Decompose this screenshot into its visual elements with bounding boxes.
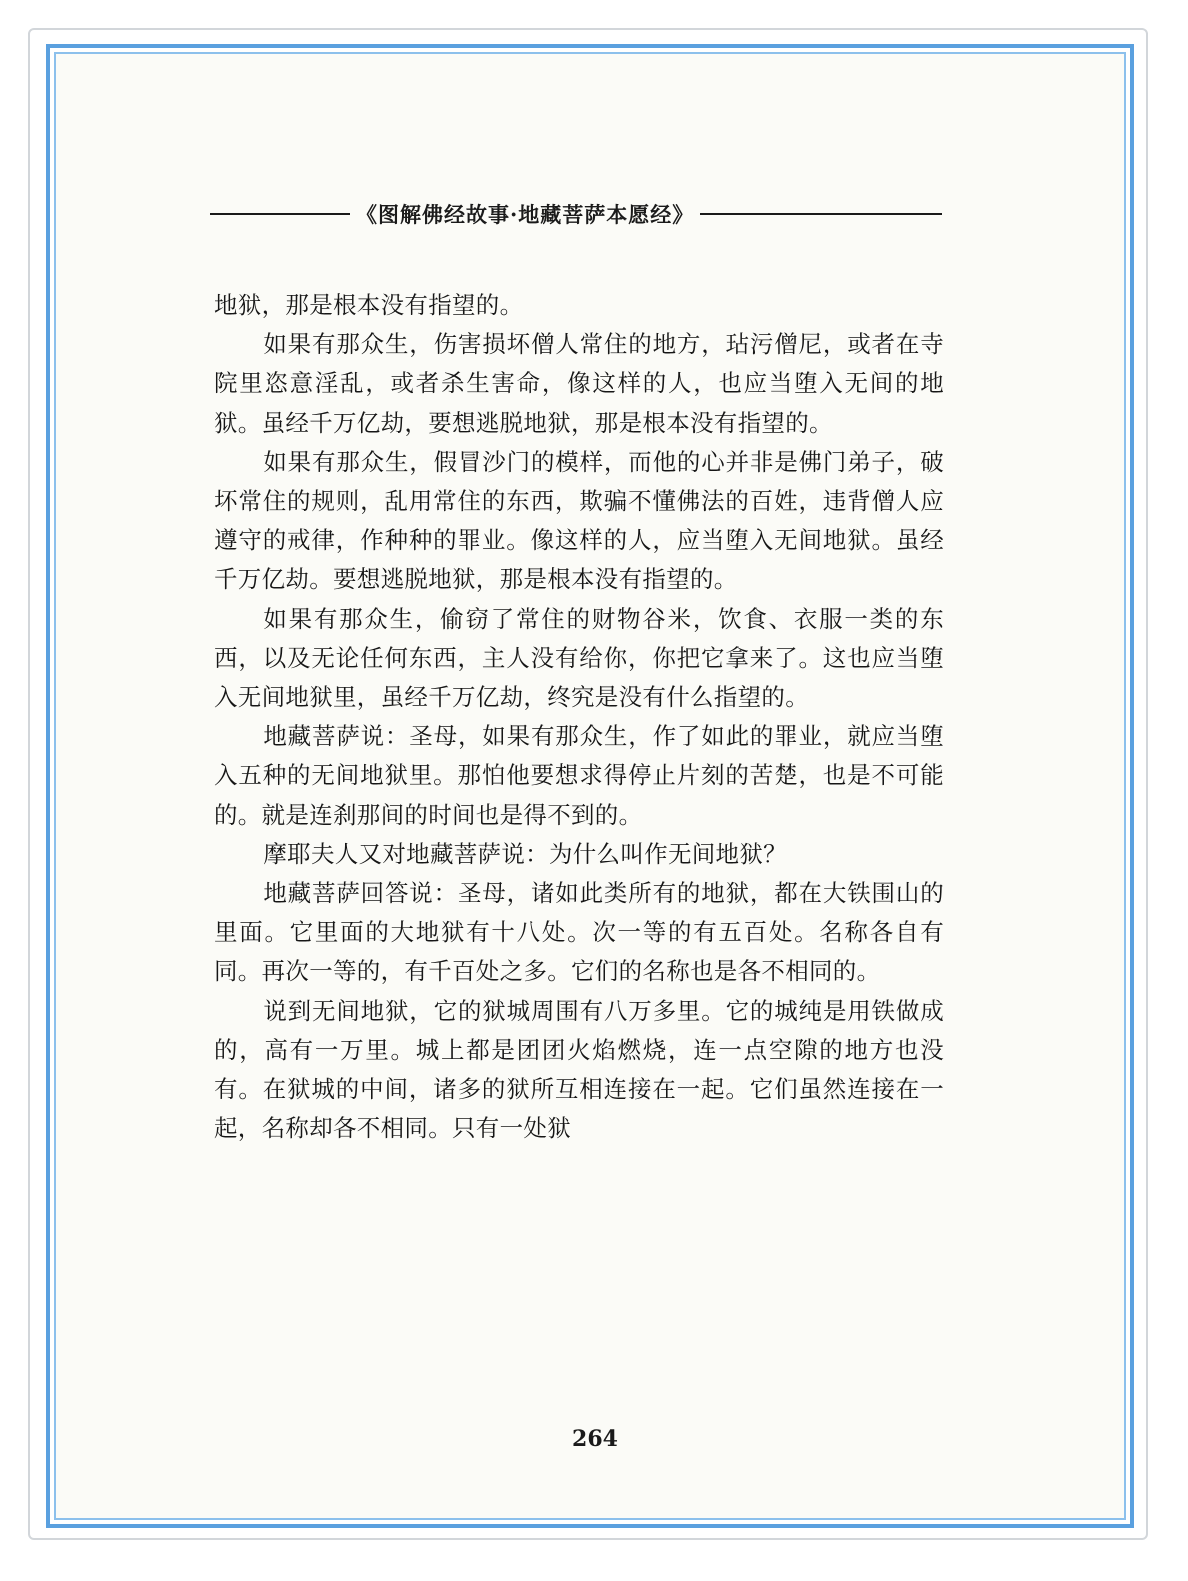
running-header	[210, 196, 942, 232]
paragraph-7: 地藏菩萨回答说：圣母，诸如此类所有的地狱，都在大铁围山的里面。它里面的大地狱有十八处。次一等的有五百处。名称各自有同。再次一等的，有千百处之多。它们的名称也是各不相同的。	[214, 879, 944, 986]
paragraph-4: 如果有那众生，偷窃了常住的财物谷米，饮食、衣服一类的东西，以及无论任何东西，主人没有给你，你把它拿来了。这也应当堕入无间地狱里，虽经千万亿劫，终究是没有什么指望的。	[214, 604, 944, 712]
paragraph-3: 如果有那众生，假冒沙门的模样，而他的心并非是佛门弟子，破坏常住的规则，乱用常住的东西，欺骗不懂佛法的百姓，违背僧人应遵守的戒律，作种种的罪业。像这样的人，应当堕入无间地狱。虽经千万亿劫。要想逃脱地狱，那是根本没有指望的。	[214, 447, 944, 594]
header-rule-left	[210, 213, 350, 215]
header-rule-right	[700, 213, 942, 215]
page-number: 264	[572, 1426, 618, 1452]
book-title: 《图解佛经故事·地藏菩萨本愿经》	[356, 202, 695, 227]
paragraph-6: 摩耶夫人又对地藏菩萨说：为什么叫作无间地狱？	[263, 839, 787, 868]
paragraph-1: 地狱，那是根本没有指望的。	[214, 291, 524, 319]
paragraph-5: 地藏菩萨说：圣母，如果有那众生，作了如此的罪业，就应当堕入五种的无间地狱里。那怕他要想求得停止片刻的苦楚，也是不可能的。就是连刹那间的时间也是得不到的。	[214, 722, 944, 829]
paragraph-2: 如果有那众生，伤害损坏僧人常住的地方，玷污僧尼，或者在寺院里恣意淫乱，或者杀生害命，像这样的人，也应当堕入无间的地狱。虽经千万亿劫，要想逃脱地狱，那是根本没有指望的。	[214, 330, 944, 437]
paragraph-8: 说到无间地狱，它的狱城周围有八万多里。它的城纯是用铁做成的，高有一万里。城上都是团团火焰燃烧，连一点空隙的地方也没有。在狱城的中间，诸多的狱所互相连接在一起。它们虽然连接在一起，名称却各不相同。只有一处狱	[214, 996, 944, 1143]
body-text	[214, 286, 944, 1148]
